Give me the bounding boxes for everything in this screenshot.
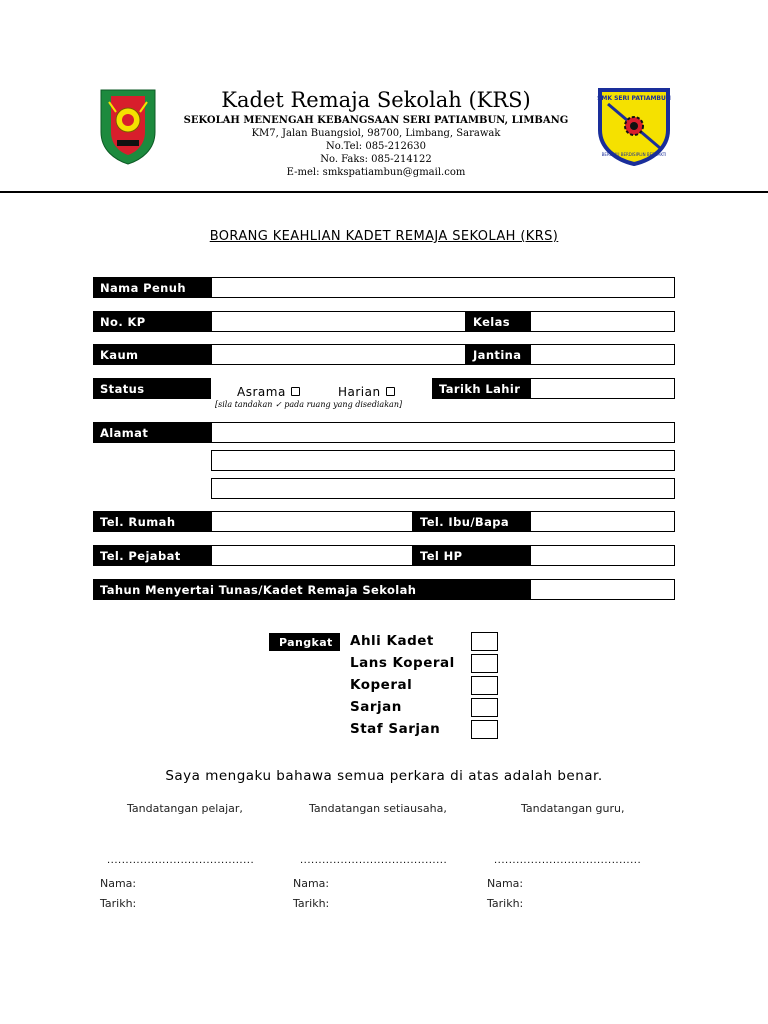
- signature-teacher-tarikh: Tarikh:: [487, 897, 524, 910]
- label-jantina: Jantina: [466, 344, 530, 365]
- label-tel-rumah: Tel. Rumah: [93, 511, 211, 532]
- signature-teacher-title: Tandatangan guru,: [521, 802, 625, 815]
- pangkat-ahli-kadet-label: Ahli Kadet: [350, 633, 434, 649]
- pangkat-lans-koperal-checkbox[interactable]: [471, 654, 498, 673]
- alamat-field-line-3[interactable]: [211, 478, 675, 499]
- pangkat-sarjan-label: Sarjan: [350, 699, 402, 715]
- badge-school-text: SMK SERI PATIAMBUN: [597, 95, 671, 102]
- label-tel-pejabat: Tel. Pejabat: [93, 545, 211, 566]
- label-tarikh-lahir: Tarikh Lahir: [432, 378, 530, 399]
- label-no-kp: No. KP: [93, 311, 211, 332]
- status-option-asrama[interactable]: [237, 381, 300, 400]
- signature-secretary-line[interactable]: ........................................: [300, 855, 448, 866]
- label-kaum: Kaum: [93, 344, 211, 365]
- label-tahun-menyertai: Tahun Menyertai Tunas/Kadet Remaja Sekolah: [93, 579, 530, 600]
- kaum-field[interactable]: [211, 344, 466, 365]
- label-tel-ibu-bapa: Tel. Ibu/Bapa: [413, 511, 530, 532]
- tel-hp-field[interactable]: [530, 545, 675, 566]
- status-note: [sila tandakan ✓ pada ruang yang disediakan]: [215, 400, 403, 409]
- harian-checkbox[interactable]: [386, 387, 395, 396]
- jantina-field[interactable]: [530, 344, 675, 365]
- kelas-field[interactable]: [530, 311, 675, 332]
- pangkat-lans-koperal-label: Lans Koperal: [350, 655, 455, 671]
- pangkat-staf-sarjan-label: Staf Sarjan: [350, 721, 441, 737]
- label-tel-hp: Tel HP: [413, 545, 530, 566]
- header-title: Kadet Remaja Sekolah (KRS): [221, 88, 531, 112]
- asrama-checkbox[interactable]: [291, 387, 300, 396]
- alamat-field-line-2[interactable]: [211, 450, 675, 471]
- tel-ibu-bapa-field[interactable]: [530, 511, 675, 532]
- label-alamat: Alamat: [93, 422, 211, 443]
- right-school-badge-logo: [594, 86, 674, 166]
- nama-penuh-field[interactable]: [211, 277, 675, 298]
- label-kelas: Kelas: [466, 311, 530, 332]
- pangkat-sarjan-checkbox[interactable]: [471, 698, 498, 717]
- pangkat-koperal-checkbox[interactable]: [471, 676, 498, 695]
- harian-label: Harian: [338, 385, 381, 399]
- signature-teacher-nama: Nama:: [487, 877, 524, 890]
- status-option-harian[interactable]: [338, 381, 395, 400]
- label-nama-penuh: Nama Penuh: [93, 277, 211, 298]
- school-address: KM7, Jalan Buangsiol, 98700, Limbang, Sarawak: [251, 128, 501, 139]
- signature-student-line[interactable]: ........................................: [107, 855, 255, 866]
- asrama-label: Asrama: [237, 385, 286, 399]
- school-name: SEKOLAH MENENGAH KEBANGSAAN SERI PATIAMBUN, LIMBANG: [183, 115, 569, 126]
- school-tel: No.Tel: 085-212630: [326, 141, 426, 152]
- signature-secretary-nama: Nama:: [293, 877, 330, 890]
- pangkat-koperal-label: Koperal: [350, 677, 413, 693]
- tel-pejabat-field[interactable]: [211, 545, 413, 566]
- tarikh-lahir-field[interactable]: [530, 378, 675, 399]
- signature-student-title: Tandatangan pelajar,: [127, 802, 243, 815]
- tahun-menyertai-field[interactable]: [530, 579, 675, 600]
- signature-teacher-line[interactable]: ........................................: [494, 855, 642, 866]
- school-email: E-mel: smkspatiambun@gmail.com: [286, 167, 466, 178]
- header-divider: [0, 191, 768, 193]
- signature-student-nama: Nama:: [100, 877, 137, 890]
- signature-secretary-tarikh: Tarikh:: [293, 897, 330, 910]
- pangkat-ahli-kadet-checkbox[interactable]: [471, 632, 498, 651]
- tel-rumah-field[interactable]: [211, 511, 413, 532]
- no-kp-field[interactable]: [211, 311, 466, 332]
- badge-motto-text: BERILMU BERDISIPLIN BERBAKTI: [601, 152, 667, 157]
- school-fax: No. Faks: 085-214122: [320, 154, 432, 165]
- pangkat-staf-sarjan-checkbox[interactable]: [471, 720, 498, 739]
- declaration-text: Saya mengaku bahawa semua perkara di atas adalah benar.: [165, 768, 603, 784]
- signature-secretary-title: Tandatangan setiausaha,: [309, 802, 447, 815]
- label-status: Status: [93, 378, 211, 399]
- alamat-field-line-1[interactable]: [211, 422, 675, 443]
- signature-student-tarikh: Tarikh:: [100, 897, 137, 910]
- form-title: BORANG KEAHLIAN KADET REMAJA SEKOLAH (KRS): [209, 229, 559, 244]
- label-pangkat: Pangkat: [269, 633, 340, 651]
